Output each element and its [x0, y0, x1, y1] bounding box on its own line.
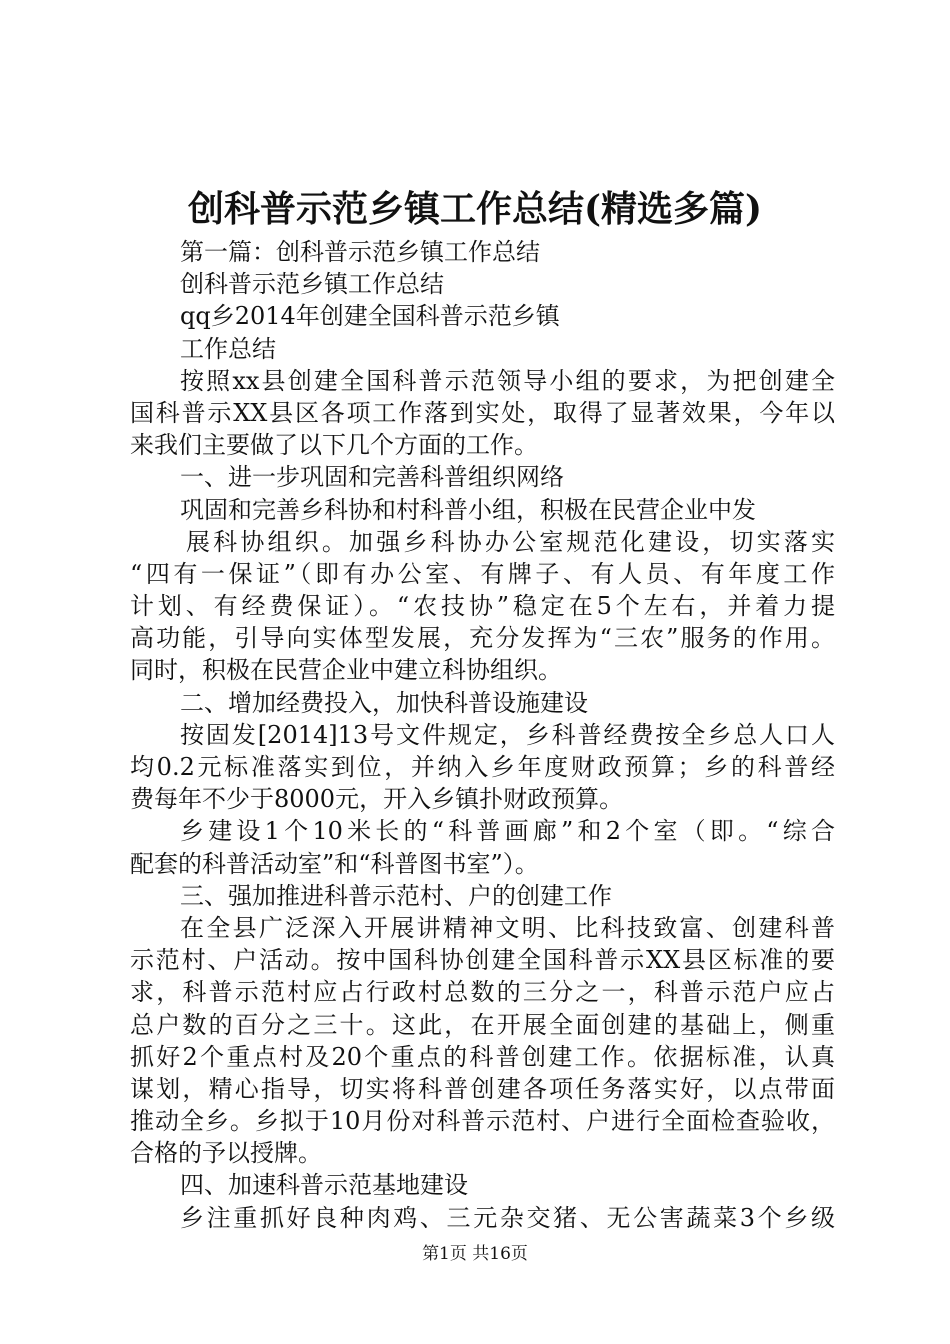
text-line: 示范村、户活动。按中国科协创建全国科普示XX县区标准的要: [130, 946, 835, 975]
text-line: 同时，积极在民营企业中建立科协组织。: [130, 656, 562, 685]
text-line: 总户数的百分之三十。这此，在开展全面创建的基础上，侧重: [130, 1010, 835, 1039]
text-line: 高功能，引导向实体型发展，充分发挥为“三农”服务的作用。: [130, 624, 835, 653]
text-line: 均0.2元标准落实到位，并纳入乡年度财政预算；乡的科普经: [130, 753, 835, 781]
text-line: 合格的予以授牌。: [130, 1139, 322, 1168]
text-line: 谋划，精心指导，切实将科普创建各项任务落实好，以点带面: [130, 1074, 835, 1103]
text-line: 国科普示XX县区各项工作落到实处，取得了显著效果，今年以: [130, 398, 835, 427]
text-line: 巩固和完善乡科协和村科普小组，积极在民营企业中发: [180, 495, 756, 524]
text-line: 费每年不少于8000元，开入乡镇扑财政预算。: [130, 785, 624, 814]
text-line: 计划、有经费保证）。“农技协”稳定在5个左右，并着力提: [130, 592, 835, 621]
text-line: 二、增加经费投入，加快科普设施建设: [180, 688, 588, 717]
text-line: 推动全乡。乡拟于10月份对科普示范村、户进行全面检查验收，: [130, 1107, 835, 1136]
text-line: 创科普示范乡镇工作总结: [180, 270, 444, 299]
text-line: 第一篇：创科普示范乡镇工作总结: [180, 238, 540, 266]
text-line: 按照xx县创建全国科普示范领导小组的要求，为把创建全: [180, 366, 835, 395]
text-line: 展科协组织。加强乡科协办公室规范化建设，切实落实: [186, 527, 835, 556]
text-line: 三、强加推进科普示范村、户的创建工作: [180, 881, 612, 910]
page-footer: 第1页 共16页: [422, 1244, 528, 1264]
text-line: 配套的科普活动室”和“科普图书室”）。: [130, 849, 539, 878]
text-line: qq乡2014年创建全国科普示范乡镇: [180, 302, 560, 331]
text-line: 一、进一步巩固和完善科普组织网络: [180, 463, 564, 492]
text-line: 在全县广泛深入开展讲精神文明、比科技致富、创建科普: [180, 913, 835, 942]
document-title: 创科普示范乡镇工作总结(精选多篇): [187, 188, 763, 230]
text-line: 乡注重抓好良种肉鸡、三元杂交猪、无公害蔬菜3个乡级: [180, 1203, 835, 1232]
text-line: 抓好2个重点村及20个重点的科普创建工作。依据标准，认真: [130, 1042, 835, 1071]
text-line: 乡建设1个10米长的“科普画廊”和2个室（即。“综合: [180, 817, 835, 846]
text-line: 求，科普示范村应占行政村总数的三分之一，科普示范户应占: [130, 978, 835, 1007]
text-line: 工作总结: [180, 334, 276, 363]
text-line: 按固发[2014]13号文件规定，乡科普经费按全乡总人口人: [180, 720, 835, 749]
text-line: “四有一保证”（即有办公室、有牌子、有人员、有年度工作: [130, 559, 835, 588]
text-line: 来我们主要做了以下几个方面的工作。: [130, 431, 538, 460]
document-body: [130, 236, 835, 1234]
text-line: 四、加速科普示范基地建设: [180, 1171, 468, 1200]
